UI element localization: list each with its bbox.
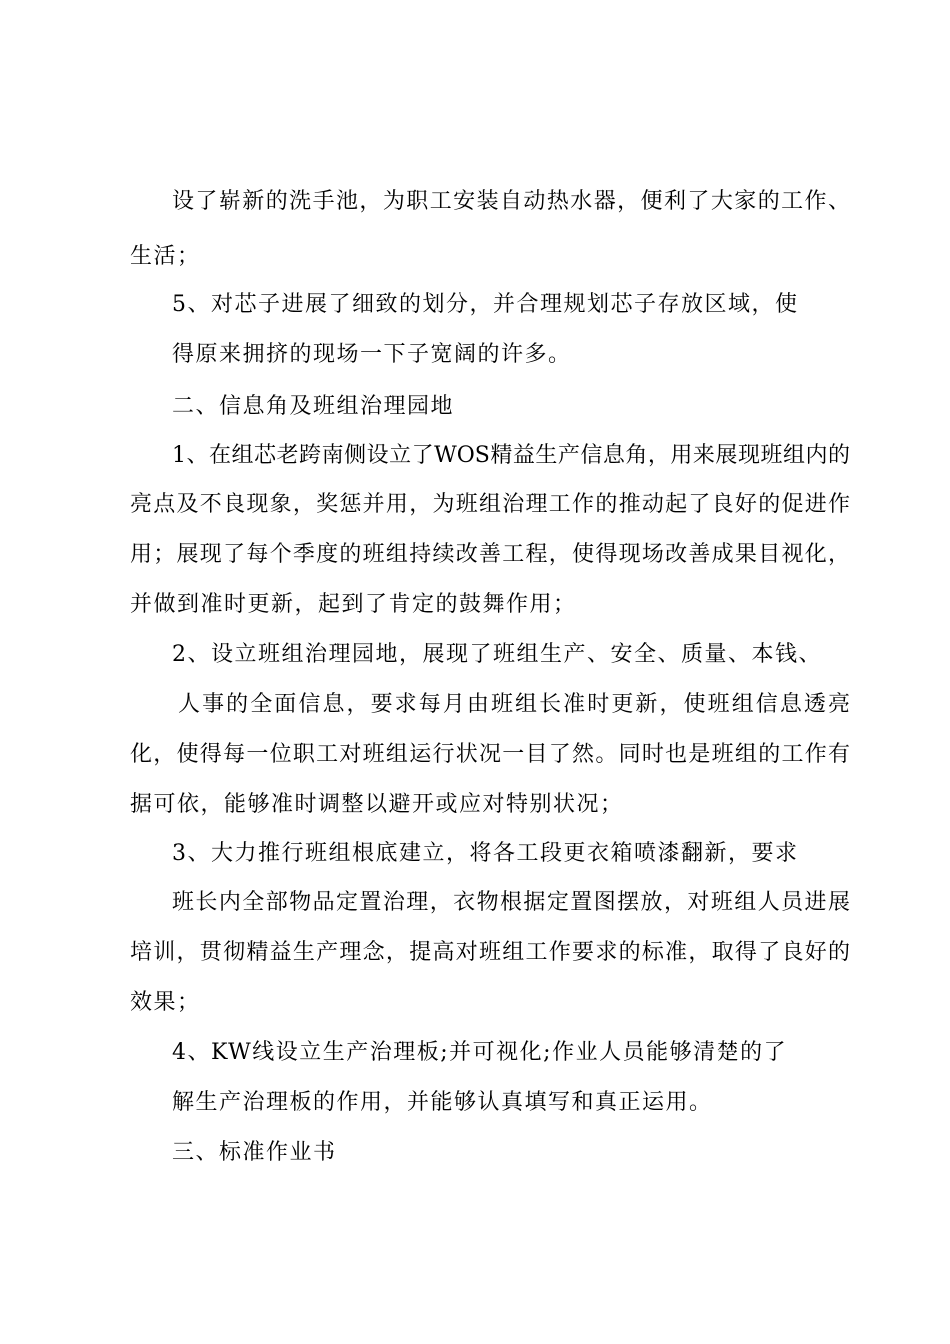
paragraph-line: 人事的全面信息，要求每月由班组长准时更新，使班组信息透亮 — [178, 692, 850, 717]
paragraph-line: 生活； — [130, 244, 201, 269]
section-heading: 二、信息角及班组治理园地 — [172, 394, 455, 419]
paragraph-line: 并做到准时更新，起到了肯定的鼓舞作用； — [130, 592, 577, 617]
paragraph-line: 据可依，能够准时调整以避开或应对特别状况； — [130, 792, 624, 817]
paragraph-line: 化，使得每一位职工对班组运行状况一目了然。同时也是班组的工作有 — [130, 742, 850, 767]
paragraph-line: 5、对芯子进展了细致的划分，并合理规划芯子存放区域，使 — [172, 292, 799, 317]
paragraph-line: 培训，贯彻精益生产理念，提高对班组工作要求的标准，取得了良好的 — [130, 940, 850, 965]
paragraph-line: 解生产治理板的作用，并能够认真填写和真正运用。 — [172, 1090, 713, 1115]
paragraph-line: 班长内全部物品定置治理，衣物根据定置图摆放，对班组人员进展 — [172, 890, 850, 915]
paragraph-line: 得原来拥挤的现场一下子宽阔的许多。 — [172, 342, 572, 367]
paragraph-line: 2、设立班组治理园地，展现了班组生产、安全、质量、本钱、 — [172, 642, 822, 667]
paragraph-line: 1、在组芯老跨南侧设立了WOS精益生产信息角，用来展现班组内的 — [172, 443, 850, 468]
paragraph-line: 设了崭新的洗手池，为职工安装自动热水器，便利了大家的工作、 — [172, 189, 850, 214]
paragraph-line: 亮点及不良现象，奖惩并用，为班组治理工作的推动起了良好的促进作 — [130, 492, 850, 517]
paragraph-line: 3、大力推行班组根底建立，将各工段更衣箱喷漆翻新，要求 — [172, 841, 799, 866]
paragraph-line: 效果； — [130, 990, 201, 1015]
paragraph-line: 4、KW线设立生产治理板;并可视化;作业人员能够清楚的了 — [172, 1040, 788, 1065]
section-heading: 三、标准作业书 — [172, 1140, 337, 1165]
paragraph-line: 用；展现了每个季度的班组持续改善工程，使得现场改善成果目视化， — [130, 542, 850, 567]
